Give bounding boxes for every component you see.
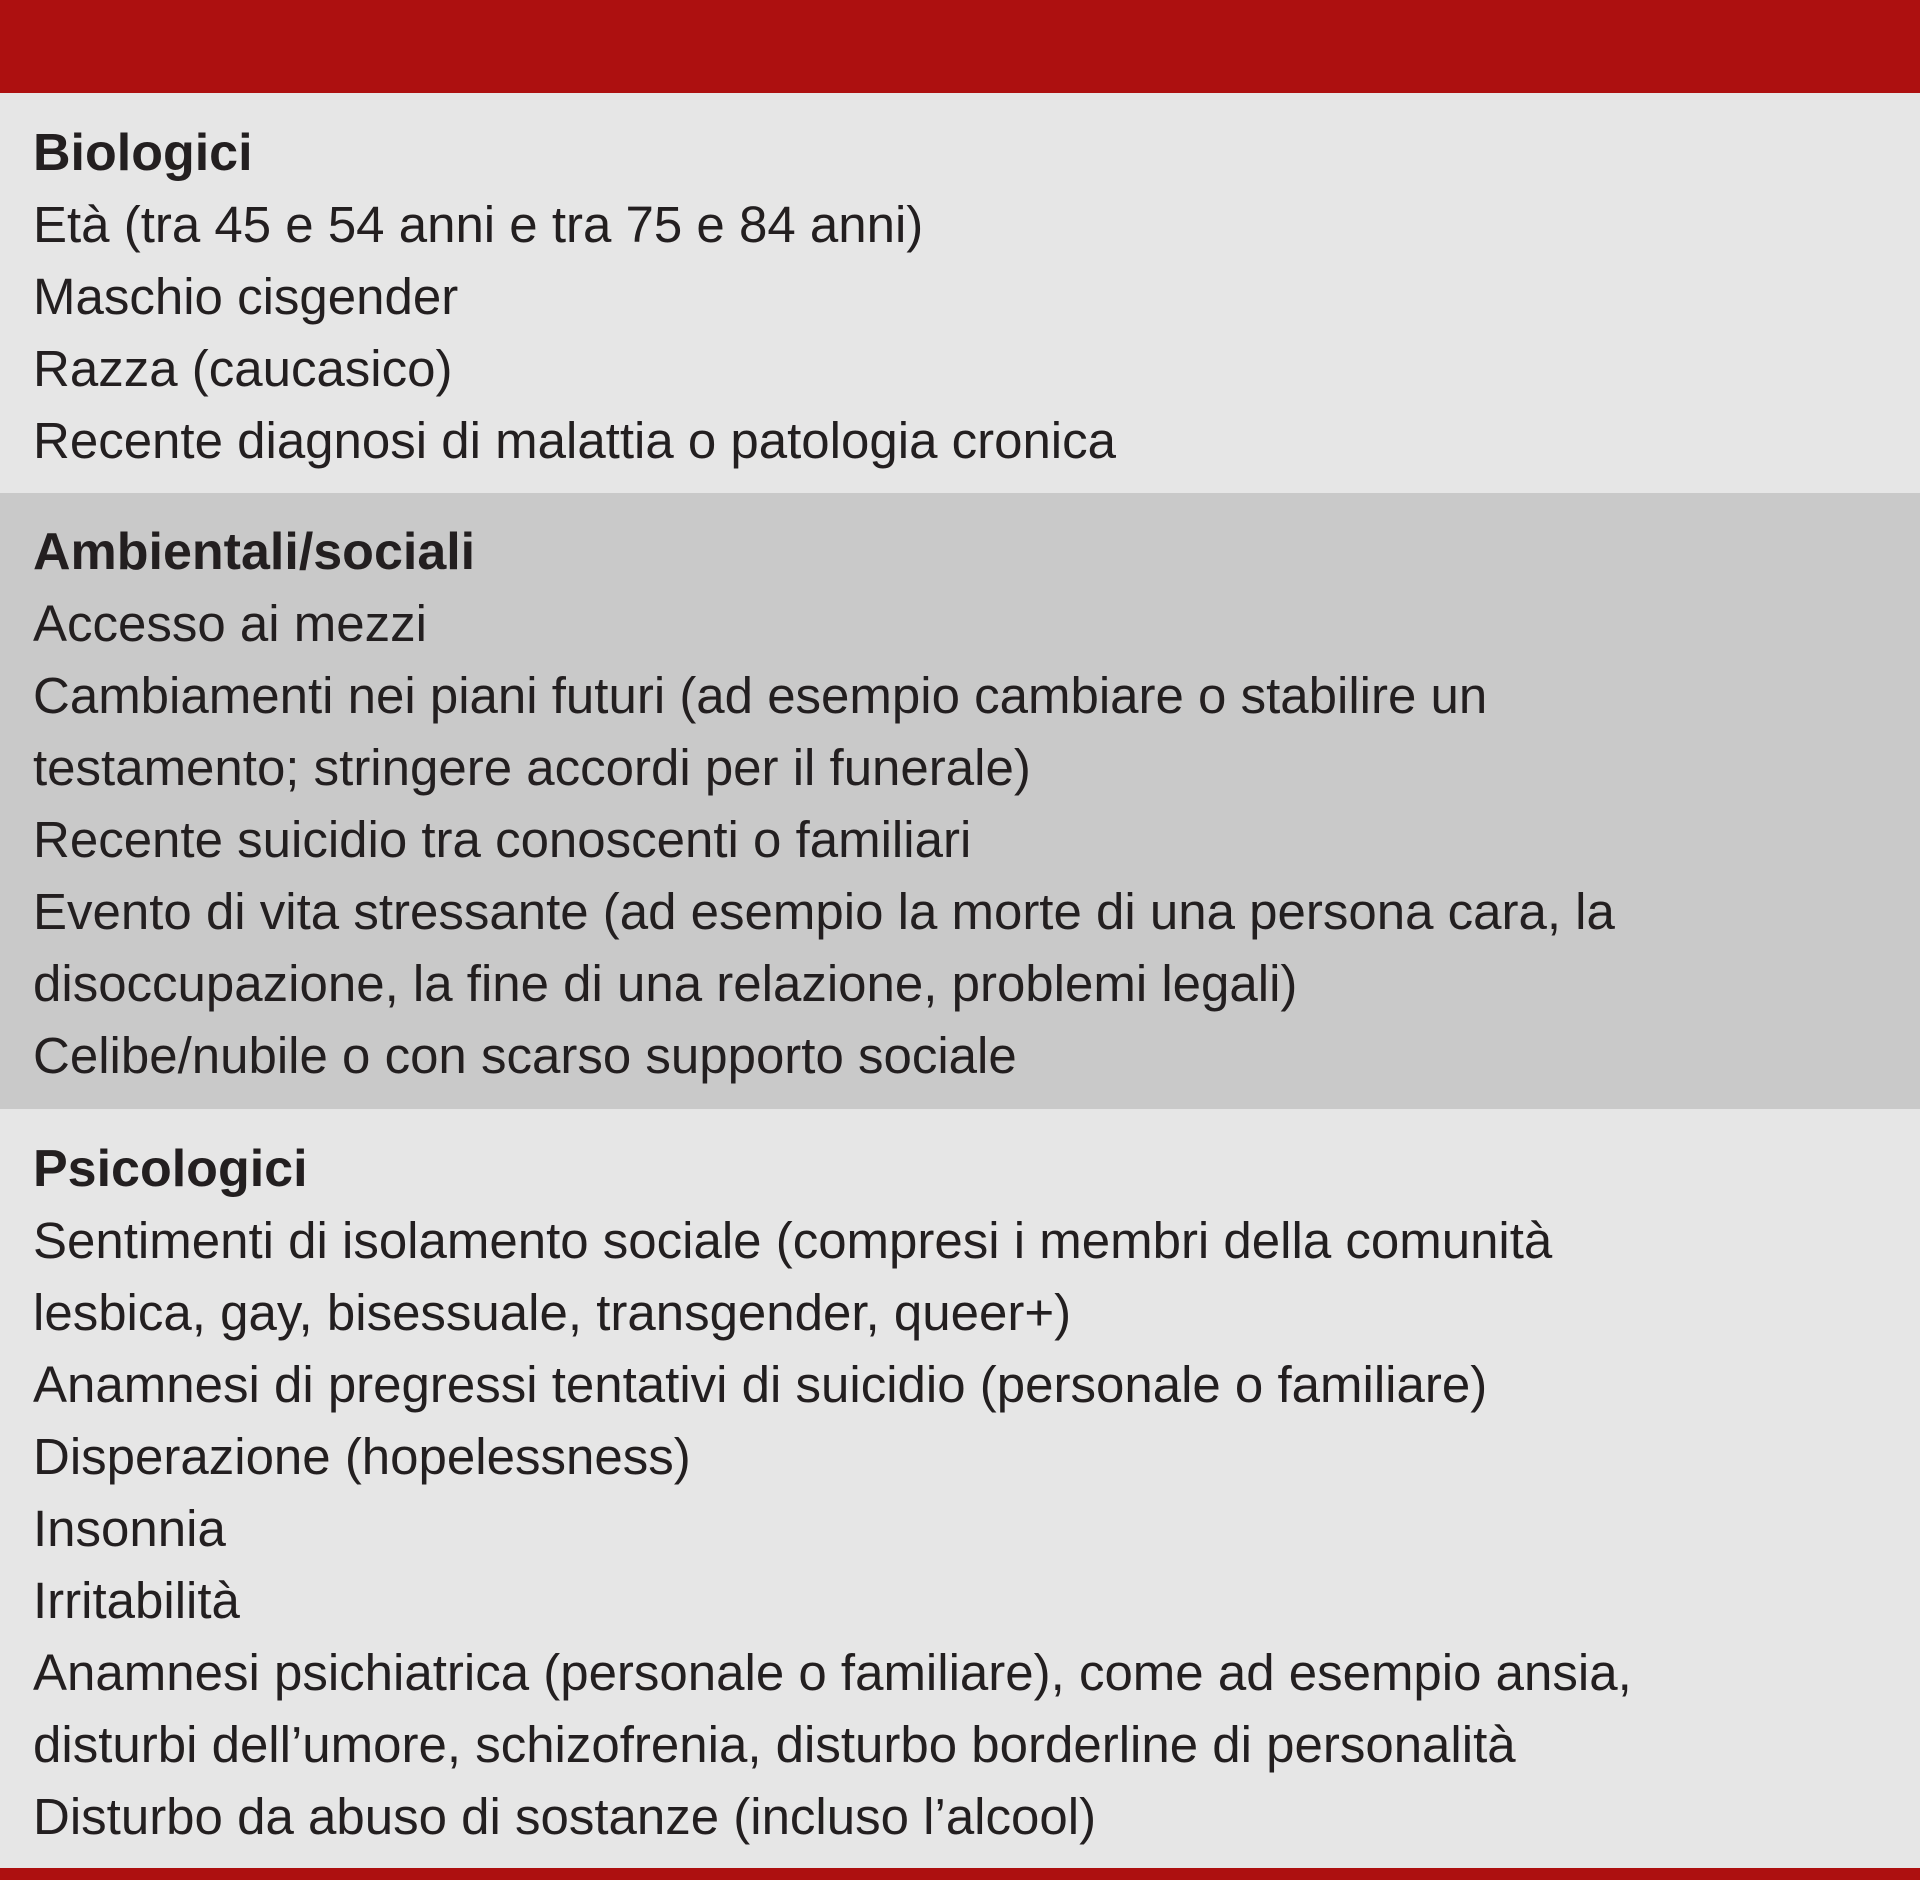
- list-item: Insonnia: [33, 1500, 226, 1557]
- list-item: Anamnesi di pregressi tentativi di suicidio (personale o familiare): [33, 1356, 1488, 1413]
- list-item: Celibe/nubile o con scarso supporto sociale: [33, 1027, 1017, 1084]
- list-item: Cambiamenti nei piani futuri (ad esempio cambiare o stabilire un: [33, 667, 1488, 724]
- list-item: Disturbo da abuso di sostanze (incluso l’alcool): [33, 1788, 1097, 1845]
- list-item: Età (tra 45 e 54 anni e tra 75 e 84 anni): [33, 196, 924, 253]
- list-item: lesbica, gay, bisessuale, transgender, queer+): [33, 1284, 1072, 1341]
- list-item: Sentimenti di isolamento sociale (compresi i membri della comunità: [33, 1212, 1553, 1269]
- section-heading: Ambientali/sociali: [33, 523, 476, 581]
- list-item: disturbi dell’umore, schizofrenia, disturbo borderline di personalità: [33, 1716, 1516, 1773]
- list-item: Irritabilità: [33, 1572, 240, 1629]
- list-item: Anamnesi psichiatrica (personale o familiare), come ad esempio ansia,: [33, 1644, 1632, 1701]
- list-item: Recente suicidio tra conoscenti o familiari: [33, 811, 972, 868]
- list-item: testamento; stringere accordi per il funerale): [33, 739, 1031, 796]
- list-item: Maschio cisgender: [33, 268, 459, 325]
- section-heading: Biologici: [33, 124, 253, 182]
- list-item: Disperazione (hopelessness): [33, 1428, 691, 1485]
- list-item: Recente diagnosi di malattia o patologia cronica: [33, 412, 1117, 469]
- section-biologici: [0, 93, 1920, 493]
- table-header-bar: [0, 0, 1920, 93]
- section-heading: Psicologici: [33, 1140, 308, 1198]
- section-ambientali-sociali: [0, 493, 1920, 1109]
- list-item: Evento di vita stressante (ad esempio la morte di una persona cara, la: [33, 883, 1615, 940]
- list-item: Razza (caucasico): [33, 340, 453, 397]
- section-psicologici: [0, 1109, 1920, 1868]
- list-item: Accesso ai mezzi: [33, 595, 427, 652]
- table-bottom-rule: [0, 1868, 1920, 1880]
- list-item: disoccupazione, la fine di una relazione, problemi legali): [33, 955, 1298, 1012]
